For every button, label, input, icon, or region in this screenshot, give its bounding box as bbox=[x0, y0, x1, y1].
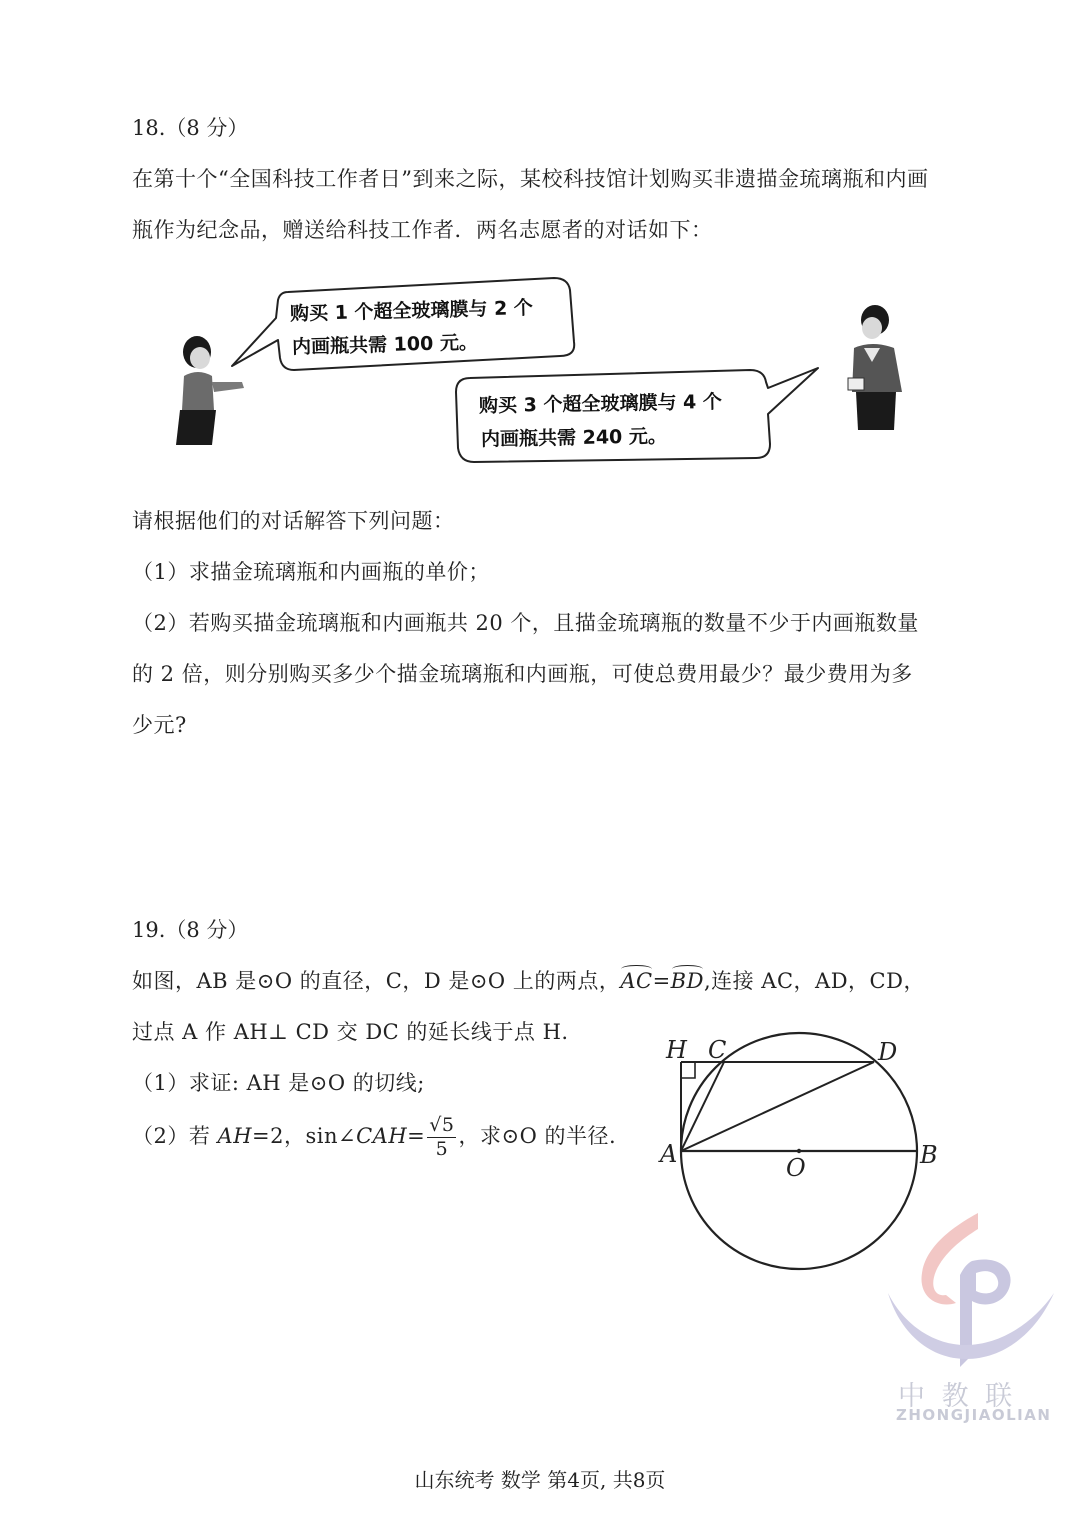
woman-figure-icon bbox=[176, 336, 244, 445]
fraction-denominator: 5 bbox=[435, 1138, 449, 1160]
q18-part2-line2: 的 2 倍，则分别购买多少个描金琉璃瓶和内画瓶，可使总费用最少？最少费用为多 bbox=[132, 662, 913, 686]
label-c: C bbox=[708, 1036, 727, 1064]
q19-part2 bbox=[132, 1116, 616, 1159]
q19-part2-ah: AH bbox=[217, 1124, 253, 1148]
q19-stem-line1 bbox=[132, 965, 925, 995]
label-b: B bbox=[920, 1141, 938, 1169]
q19-part2-cah: CAH bbox=[356, 1124, 408, 1148]
zhongjiaolian-logo-icon bbox=[886, 1205, 1056, 1375]
bubble2-line2: 内画瓶共需 240 元。 bbox=[480, 425, 668, 451]
q19-part2-b: =2，sin∠ bbox=[252, 1124, 357, 1148]
arc-ac: AC bbox=[620, 969, 653, 993]
label-d: D bbox=[878, 1038, 898, 1066]
page-footer: 山东统考 数学 第4页, 共8页 bbox=[414, 1468, 666, 1492]
q19-part2-d: ，求⊙O 的半径. bbox=[458, 1124, 617, 1148]
man-figure-icon bbox=[848, 305, 902, 430]
line-ad bbox=[681, 1062, 874, 1151]
q19-stem-line2: 过点 A 作 AH⊥ CD 交 DC 的延长线于点 H. bbox=[132, 1020, 569, 1044]
q18-prompt: 请根据他们的对话解答下列问题： bbox=[132, 509, 455, 533]
label-h: H bbox=[666, 1036, 687, 1064]
q18-stem-line2: 瓶作为纪念品，赠送给科技工作者．两名志愿者的对话如下： bbox=[132, 218, 713, 242]
bubble1-line2: 内画瓶共需 100 元。 bbox=[291, 331, 479, 359]
bubble2-line1: 购买 3 个超全玻璃膜与 4 个 bbox=[478, 390, 723, 418]
q18-part2-line1: （2）若购买描金琉璃瓶和内画瓶共 20 个，且描金琉璃瓶的数量不少于内画瓶数量 bbox=[132, 611, 919, 635]
q18-stem-line1: 在第十个“全国科技工作者日”到来之际，某校科技馆计划购买非遗描金琉璃瓶和内画 bbox=[132, 167, 929, 191]
q19-part1: （1）求证: AH 是⊙O 的切线; bbox=[132, 1071, 425, 1095]
q19-stem-part-b: ,连接 AC，AD，CD， bbox=[703, 969, 925, 993]
q18-number: 18.（8 分） bbox=[132, 116, 249, 140]
arc-bd: BD bbox=[670, 969, 704, 993]
fraction-sqrt5-over-5 bbox=[427, 1116, 456, 1159]
watermark-en: ZHONGJIAOLIAN bbox=[896, 1406, 1052, 1424]
q19-part2-c: = bbox=[407, 1124, 426, 1148]
line-ac bbox=[681, 1062, 724, 1151]
q18-part1: （1）求描金琉璃瓶和内画瓶的单价； bbox=[132, 560, 490, 584]
right-angle-mark bbox=[681, 1062, 695, 1078]
label-o: O bbox=[786, 1154, 806, 1182]
q18-part2-line3: 少元? bbox=[132, 713, 187, 737]
center-o-dot bbox=[797, 1149, 801, 1153]
q19-number: 19.（8 分） bbox=[132, 918, 249, 942]
watermark-cn: 中 教 联 bbox=[898, 1381, 1017, 1412]
fraction-numerator: √5 bbox=[429, 1114, 455, 1136]
equals-sign: = bbox=[652, 969, 671, 993]
bubble1-line1: 购买 1 个超全玻璃膜与 2 个 bbox=[289, 296, 534, 326]
q19-stem-part-a: 如图，AB 是⊙O 的直径，C，D 是⊙O 上的两点， bbox=[132, 969, 621, 993]
q19-part2-a: （2）若 bbox=[132, 1124, 218, 1148]
label-a: A bbox=[660, 1140, 678, 1168]
